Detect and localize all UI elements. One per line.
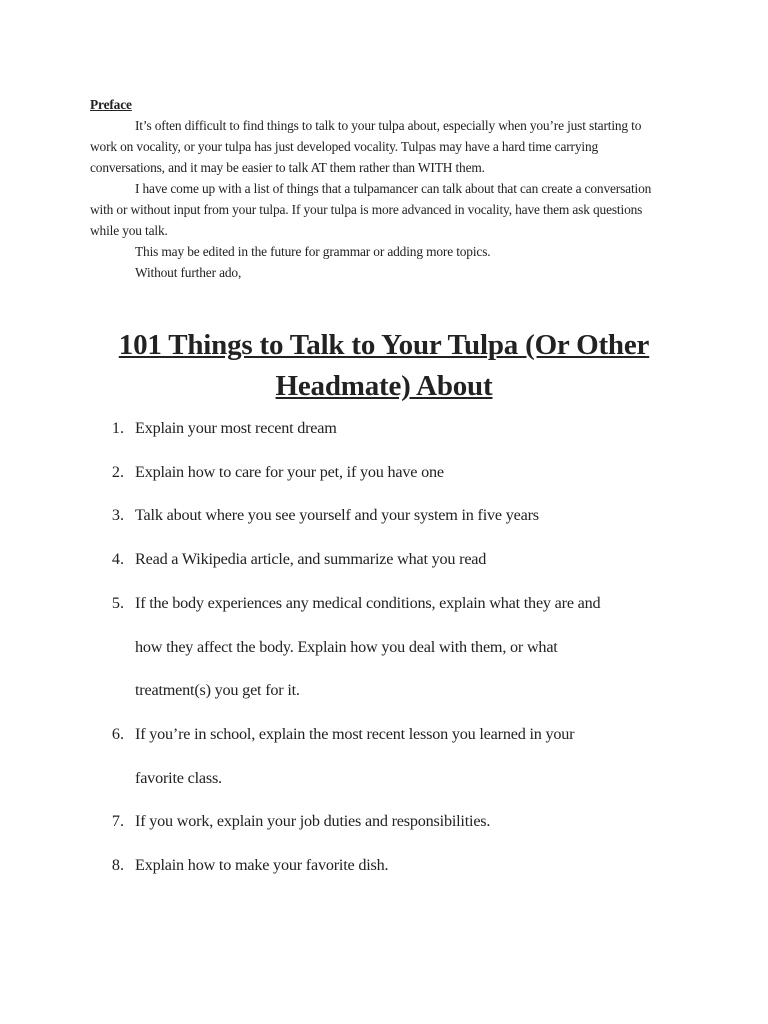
list-item-text: Explain how to care for your pet, if you have one bbox=[135, 462, 444, 481]
list-item-number: 8. bbox=[111, 856, 124, 874]
preface-paragraph: Without further ado, bbox=[135, 265, 242, 280]
list-item-number: 7. bbox=[111, 812, 124, 831]
list-item-number: 3. bbox=[111, 506, 124, 525]
list-item-text: Explain your most recent dream bbox=[135, 419, 337, 437]
list-item-number: 6. bbox=[111, 724, 124, 743]
list-item-number: 5. bbox=[111, 593, 124, 612]
list-item-text: Read a Wikipedia article, and summarize what you read bbox=[135, 550, 487, 569]
preface-paragraph: This may be edited in the future for grammar or adding more topics. bbox=[135, 244, 491, 259]
list-item-text: If the body experiences any medical conditions, explain what they are and bbox=[135, 593, 601, 612]
title-line-1: 101 Things to Talk to Your Tulpa (Or Other bbox=[118, 329, 650, 362]
preface-paragraph: I have come up with a list of things that a tulpamancer can talk about that can create a conversation with or without input from your tulpa. If your tulpa is more advanced in vocality, have them ask questions while you talk. bbox=[90, 181, 652, 238]
list-item-text: treatment(s) you get for it. bbox=[135, 681, 300, 700]
list-item-text: If you’re in school, explain the most recent lesson you learned in your bbox=[135, 724, 575, 743]
list-item-text: If you work, explain your job duties and responsibilities. bbox=[135, 812, 491, 831]
preface-section bbox=[90, 94, 670, 283]
list-item-text: favorite class. bbox=[135, 768, 222, 787]
title-line-2: Headmate) About bbox=[275, 370, 493, 403]
list-item-number: 4. bbox=[111, 550, 124, 569]
list-item-number: 1. bbox=[111, 419, 124, 437]
list-item-text: Talk about where you see yourself and your system in five years bbox=[135, 506, 539, 525]
preface-paragraph: It’s often difficult to find things to talk to your tulpa about, especially when you’re just starting to work on vocality, or your tulpa has just developed vocality. Tulpas may have a hard time carrying conversations, and it may be easier to talk AT them rather than WITH them. bbox=[90, 118, 642, 175]
list-item-text: how they affect the body. Explain how you deal with them, or what bbox=[135, 637, 558, 656]
list-item-number: 2. bbox=[111, 462, 124, 481]
list-item-text: Explain how to make your favorite dish. bbox=[135, 856, 389, 874]
preface-heading: Preface bbox=[90, 97, 132, 112]
document-title bbox=[60, 325, 708, 407]
